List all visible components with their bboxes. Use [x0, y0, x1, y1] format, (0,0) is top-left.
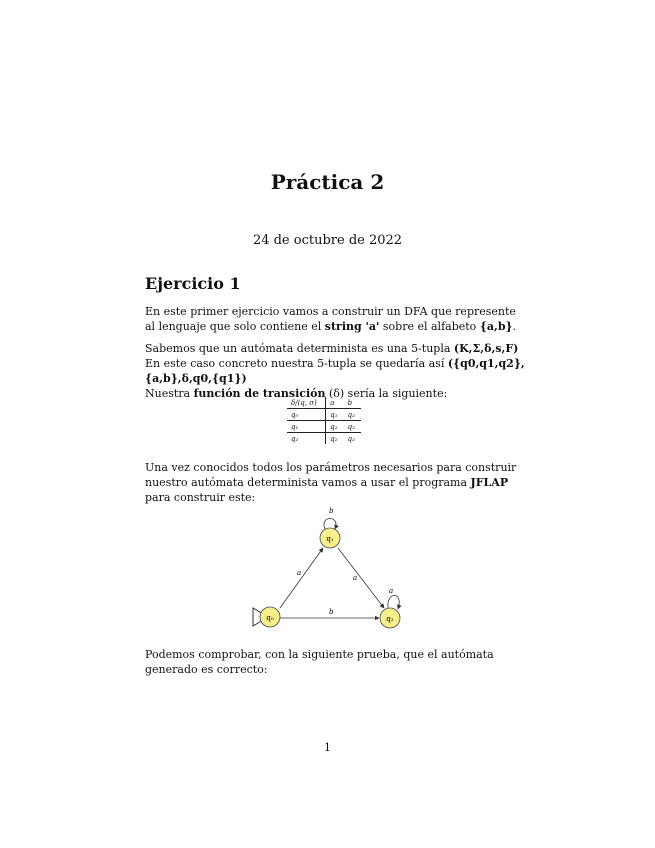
definition-line-1-text: Sabemos que un autómata determinista es una 5-tupla	[145, 342, 454, 355]
table-cell: q₂	[287, 433, 326, 445]
definition-line-3-text-1: Nuestra	[145, 387, 194, 400]
edge-q1-q2	[338, 548, 384, 608]
jflap-text-2: para construir este:	[145, 491, 256, 504]
intro-text-1: En este primer ejercicio vamos a construir un DFA que represente al lenguaje que solo contiene el	[145, 305, 516, 333]
edge-label: b	[329, 608, 334, 616]
state-label: q₀	[266, 614, 274, 622]
dfa-diagram	[245, 505, 415, 630]
document-date: 24 de octubre de 2022	[252, 233, 403, 248]
edge-label: a	[353, 574, 358, 582]
table-header-cell: a	[326, 397, 344, 409]
self-loop-q2	[388, 595, 399, 609]
table-cell: q₂	[326, 421, 344, 433]
state-label: q₁	[326, 535, 334, 543]
edge-q0-q1	[280, 548, 323, 608]
table-header-cell: δ/(q, σ)	[287, 397, 326, 409]
document-title: Práctica 2	[270, 170, 385, 194]
table-cell: q₀	[287, 409, 326, 421]
intro-text-3: .	[512, 320, 517, 333]
paragraph-jflap	[145, 460, 525, 505]
table-header-cell: b	[344, 397, 361, 409]
paragraph-verification: Podemos comprobar, con la siguiente prueba, que el autómata generado es correcto:	[145, 648, 494, 676]
edge-label: a	[297, 569, 302, 577]
table-cell: q₂	[347, 434, 355, 443]
table-cell: q₂	[330, 434, 338, 443]
table-cell: q₂	[344, 421, 361, 433]
jflap-text-1: Una vez conocidos todos los parámetros necesarios para construir nuestro autómata determinista vamos a usar el programa	[145, 461, 517, 489]
definition-line-2-bold: ({q0,q1,q2},{a,b},δ,q0,{q1})	[145, 357, 525, 385]
self-loop-q1	[324, 519, 336, 530]
table-cell: q₁	[330, 410, 338, 419]
paragraph-definition	[145, 341, 545, 401]
table-row	[287, 433, 361, 445]
table-cell: q₁	[287, 421, 326, 433]
edge-label: a	[389, 587, 394, 595]
definition-line-3-text-2: (δ) sería la siguiente:	[325, 387, 448, 400]
intro-bold-string: string 'a'	[324, 320, 380, 333]
state-label: q₂	[386, 615, 394, 623]
page-number: 1	[324, 741, 331, 754]
definition-line-3-bold: función de transición	[193, 387, 326, 400]
definition-line-1	[145, 341, 545, 356]
definition-line-2	[145, 356, 545, 386]
definition-line-1-bold: (K,Σ,δ,s,F)	[453, 342, 519, 355]
transition-table-header	[287, 397, 361, 409]
intro-bold-alphabet: {a,b}	[479, 320, 513, 333]
table-cell: q₂	[347, 410, 355, 419]
edge-label: b	[329, 507, 334, 515]
intro-text-2: sobre el alfabeto	[379, 320, 480, 333]
section-heading: Ejercicio 1	[145, 274, 241, 293]
transition-table	[287, 397, 361, 444]
paragraph-intro	[145, 304, 525, 334]
table-row	[287, 421, 361, 433]
jflap-bold: JFLAP	[470, 476, 509, 489]
definition-line-2-text: En este caso concreto nuestra 5-tupla se quedaría así	[145, 357, 448, 370]
table-row	[287, 409, 361, 421]
